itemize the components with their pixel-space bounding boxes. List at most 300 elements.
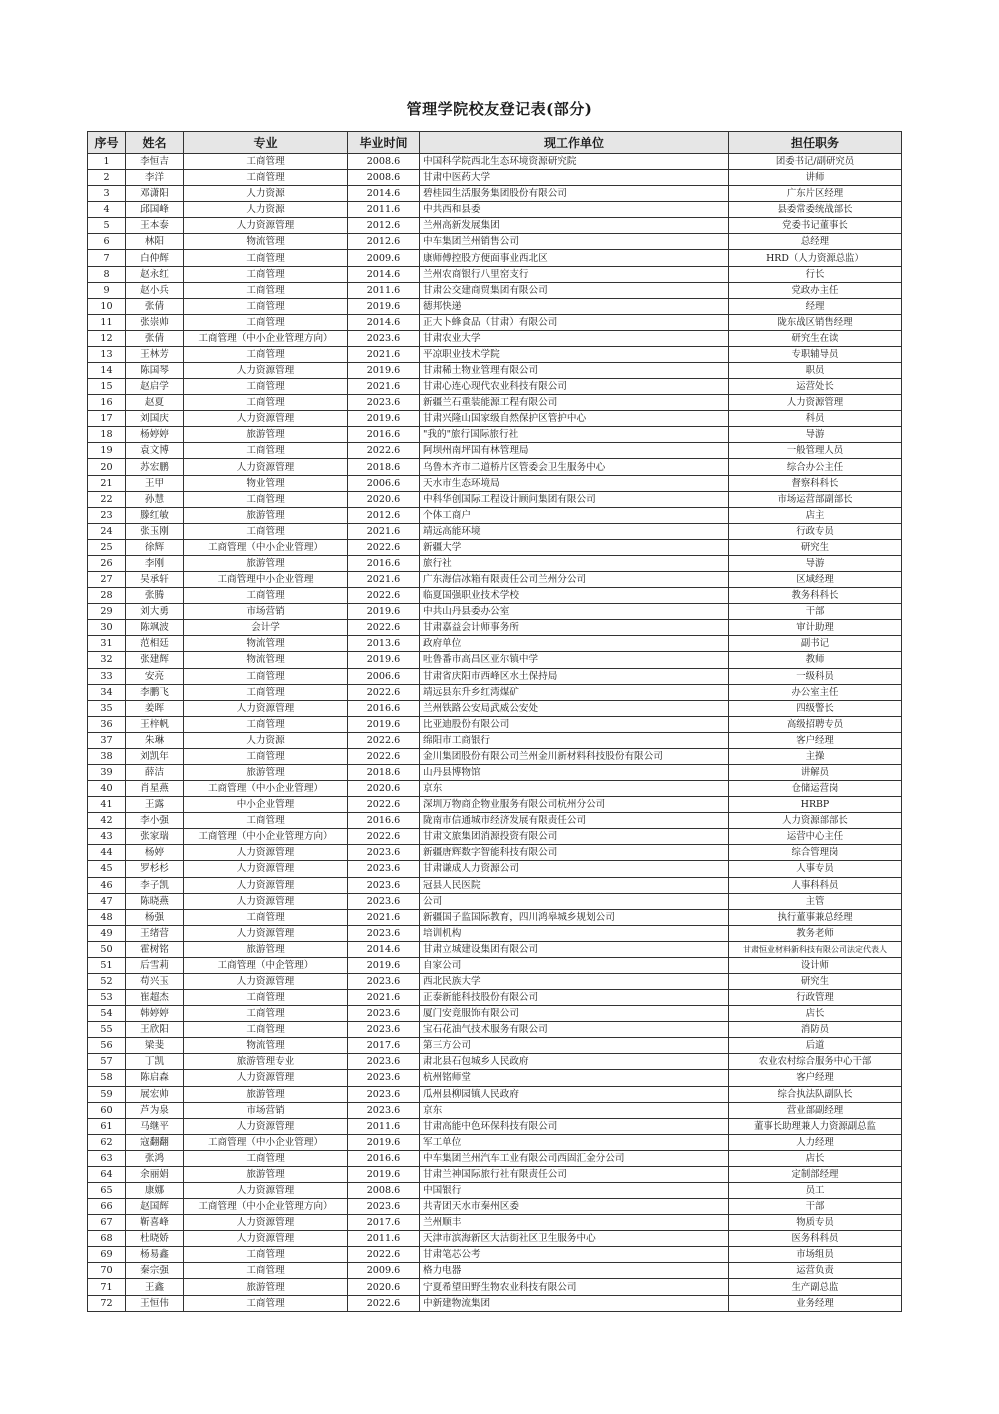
cell-index: 11	[88, 314, 126, 330]
cell-name: 滕红敏	[126, 507, 184, 523]
cell-position: 陇东战区销售经理	[729, 314, 902, 330]
cell-major: 工商管理	[184, 491, 348, 507]
table-row	[88, 700, 902, 716]
cell-name: 薛洁	[126, 764, 184, 780]
cell-name: 李恒吉	[126, 154, 184, 170]
table-row	[88, 1295, 902, 1311]
cell-major: 工商管理	[184, 314, 348, 330]
cell-name: 李子凯	[126, 877, 184, 893]
cell-major: 人力资源管理	[184, 861, 348, 877]
cell-name: 安亮	[126, 668, 184, 684]
cell-graduation: 2022.6	[348, 797, 420, 813]
table-row	[88, 395, 902, 411]
cell-major: 人力资源管理	[184, 363, 348, 379]
cell-position: 主管	[729, 893, 902, 909]
cell-employer: 甘肃谦成人力资源公司	[420, 861, 729, 877]
cell-major: 工商管理	[184, 395, 348, 411]
cell-position: 研究生在读	[729, 330, 902, 346]
cell-graduation: 2011.6	[348, 1118, 420, 1134]
cell-employer: 中国银行	[420, 1183, 729, 1199]
cell-index: 27	[88, 572, 126, 588]
cell-position: 综合管理岗	[729, 845, 902, 861]
cell-graduation: 2022.6	[348, 684, 420, 700]
cell-index: 49	[88, 925, 126, 941]
cell-major: 工商管理	[184, 1295, 348, 1311]
cell-position: 人事专员	[729, 861, 902, 877]
cell-graduation: 2023.6	[348, 925, 420, 941]
cell-position: 党委书记董事长	[729, 218, 902, 234]
cell-index: 67	[88, 1215, 126, 1231]
table-row	[88, 957, 902, 973]
cell-employer: 兰州高新发展集团	[420, 218, 729, 234]
cell-name: 刘大勇	[126, 604, 184, 620]
cell-major: 工商管理	[184, 1247, 348, 1263]
cell-index: 4	[88, 202, 126, 218]
cell-employer: 平凉职业技术学院	[420, 346, 729, 362]
cell-graduation: 2019.6	[348, 411, 420, 427]
cell-graduation: 2022.6	[348, 829, 420, 845]
cell-name: 杨易鑫	[126, 1247, 184, 1263]
cell-position: 人事科科员	[729, 877, 902, 893]
table-row	[88, 475, 902, 491]
cell-position: 后道	[729, 1038, 902, 1054]
table-row	[88, 973, 902, 989]
table-row	[88, 1263, 902, 1279]
cell-position: 运营处长	[729, 379, 902, 395]
cell-position: 教师	[729, 652, 902, 668]
cell-employer: 自家公司	[420, 957, 729, 973]
cell-position: 职员	[729, 363, 902, 379]
cell-graduation: 2020.6	[348, 491, 420, 507]
cell-major: 物流管理	[184, 652, 348, 668]
cell-index: 53	[88, 990, 126, 1006]
cell-employer: 正大卜蜂食品（甘肃）有限公司	[420, 314, 729, 330]
cell-major: 工商管理	[184, 990, 348, 1006]
cell-employer: 乌鲁木齐市二道桥片区管委会卫生服务中心	[420, 459, 729, 475]
cell-major: 工商管理（中企管理）	[184, 957, 348, 973]
cell-name: 王梓帆	[126, 716, 184, 732]
cell-index: 60	[88, 1102, 126, 1118]
cell-index: 19	[88, 443, 126, 459]
cell-major: 工商管理（中小企业管理方向）	[184, 829, 348, 845]
cell-index: 61	[88, 1118, 126, 1134]
cell-name: 展宏帅	[126, 1086, 184, 1102]
table-row	[88, 716, 902, 732]
cell-index: 32	[88, 652, 126, 668]
cell-index: 12	[88, 330, 126, 346]
cell-index: 13	[88, 346, 126, 362]
cell-major: 工商管理（中小企业管理方向）	[184, 1199, 348, 1215]
cell-graduation: 2014.6	[348, 186, 420, 202]
table-row	[88, 1279, 902, 1295]
cell-employer: 新疆国子监国际教育，四川鸿皋城乡规划公司	[420, 909, 729, 925]
cell-name: 梁斐	[126, 1038, 184, 1054]
cell-graduation: 2022.6	[348, 732, 420, 748]
cell-position: 干部	[729, 1199, 902, 1215]
cell-name: 刘国庆	[126, 411, 184, 427]
cell-major: 工商管理	[184, 1022, 348, 1038]
cell-position: 导游	[729, 555, 902, 571]
cell-position: 导游	[729, 427, 902, 443]
cell-graduation: 2019.6	[348, 652, 420, 668]
cell-employer: 京东	[420, 781, 729, 797]
cell-name: 张家瑞	[126, 829, 184, 845]
cell-position: 市场运营部副部长	[729, 491, 902, 507]
cell-name: 余丽娟	[126, 1166, 184, 1182]
cell-index: 62	[88, 1134, 126, 1150]
cell-graduation: 2009.6	[348, 1263, 420, 1279]
cell-graduation: 2021.6	[348, 523, 420, 539]
cell-name: 赵国辉	[126, 1199, 184, 1215]
cell-index: 9	[88, 282, 126, 298]
cell-employer: 金川集团股份有限公司兰州金川新材料科技股份有限公司	[420, 748, 729, 764]
cell-major: 工商管理	[184, 1263, 348, 1279]
cell-position: 消防员	[729, 1022, 902, 1038]
cell-position: HRBP	[729, 797, 902, 813]
table-row	[88, 604, 902, 620]
cell-name: 霍树铭	[126, 941, 184, 957]
cell-index: 58	[88, 1070, 126, 1086]
cell-employer: 中科华创国际工程设计顾问集团有限公司	[420, 491, 729, 507]
cell-employer: 甘肃笔芯公考	[420, 1247, 729, 1263]
cell-name: 后雪莉	[126, 957, 184, 973]
cell-position: 董事长助理兼人力资源副总监	[729, 1118, 902, 1134]
cell-index: 8	[88, 266, 126, 282]
table-row	[88, 411, 902, 427]
table-row	[88, 379, 902, 395]
table-row	[88, 170, 902, 186]
cell-index: 65	[88, 1183, 126, 1199]
cell-major: 工商管理	[184, 346, 348, 362]
cell-index: 30	[88, 620, 126, 636]
cell-name: 王恒伟	[126, 1295, 184, 1311]
table-row	[88, 346, 902, 362]
cell-name: 丁凯	[126, 1054, 184, 1070]
cell-graduation: 2023.6	[348, 1070, 420, 1086]
cell-employer: 政府单位	[420, 636, 729, 652]
cell-major: 旅游管理	[184, 1279, 348, 1295]
cell-index: 52	[88, 973, 126, 989]
cell-index: 68	[88, 1231, 126, 1247]
table-row	[88, 829, 902, 845]
cell-employer: 中车集团兰州汽车工业有限公司西固汇金分公司	[420, 1150, 729, 1166]
cell-graduation: 2008.6	[348, 170, 420, 186]
cell-index: 50	[88, 941, 126, 957]
cell-name: 李小强	[126, 813, 184, 829]
cell-name: 秦宗强	[126, 1263, 184, 1279]
cell-employer: 第三方公司	[420, 1038, 729, 1054]
header-name: 姓名	[126, 132, 184, 154]
cell-index: 43	[88, 829, 126, 845]
cell-name: 杨婷婷	[126, 427, 184, 443]
cell-graduation: 2016.6	[348, 700, 420, 716]
cell-index: 2	[88, 170, 126, 186]
cell-graduation: 2020.6	[348, 781, 420, 797]
cell-position: 运营中心主任	[729, 829, 902, 845]
cell-major: 会计学	[184, 620, 348, 636]
cell-position: 客户经理	[729, 732, 902, 748]
cell-position: 甘肃恒业材料新科技有限公司法定代表人	[729, 941, 902, 957]
cell-employer: 靖远县东升乡红湾煤矿	[420, 684, 729, 700]
cell-position: 人力资源管理	[729, 395, 902, 411]
cell-graduation: 2023.6	[348, 1054, 420, 1070]
cell-major: 工商管理	[184, 250, 348, 266]
cell-employer: 陇南市信通城市经济发展有限责任公司	[420, 813, 729, 829]
cell-employer: 吐鲁番市高昌区亚尔镇中学	[420, 652, 729, 668]
cell-major: 工商管理	[184, 588, 348, 604]
cell-employer: 甘肃兴隆山国家级自然保护区管护中心	[420, 411, 729, 427]
cell-major: 旅游管理	[184, 1086, 348, 1102]
cell-index: 5	[88, 218, 126, 234]
cell-major: 工商管理（中小企业管理）	[184, 781, 348, 797]
cell-name: 杜晓娇	[126, 1231, 184, 1247]
cell-major: 物流管理	[184, 636, 348, 652]
cell-graduation: 2019.6	[348, 1166, 420, 1182]
table-row	[88, 620, 902, 636]
cell-name: 肖星燕	[126, 781, 184, 797]
cell-graduation: 2011.6	[348, 282, 420, 298]
cell-major: 人力资源管理	[184, 459, 348, 475]
cell-graduation: 2023.6	[348, 1199, 420, 1215]
cell-major: 工商管理	[184, 170, 348, 186]
cell-index: 46	[88, 877, 126, 893]
cell-graduation: 2017.6	[348, 1215, 420, 1231]
cell-index: 56	[88, 1038, 126, 1054]
cell-name: 杨强	[126, 909, 184, 925]
cell-index: 33	[88, 668, 126, 684]
cell-position: 一般管理人员	[729, 443, 902, 459]
cell-index: 16	[88, 395, 126, 411]
cell-employer: 共青团天水市秦州区委	[420, 1199, 729, 1215]
cell-graduation: 2019.6	[348, 363, 420, 379]
cell-position: 农业农村综合服务中心干部	[729, 1054, 902, 1070]
cell-employer: 山丹县博物馆	[420, 764, 729, 780]
cell-graduation: 2022.6	[348, 588, 420, 604]
cell-graduation: 2023.6	[348, 845, 420, 861]
cell-position: 团委书记/副研究员	[729, 154, 902, 170]
cell-index: 55	[88, 1022, 126, 1038]
cell-graduation: 2022.6	[348, 748, 420, 764]
cell-position: 生产副总监	[729, 1279, 902, 1295]
cell-position: 讲师	[729, 170, 902, 186]
cell-index: 38	[88, 748, 126, 764]
cell-major: 旅游管理	[184, 941, 348, 957]
cell-employer: 个体工商户	[420, 507, 729, 523]
cell-employer: "我的"旅行国际旅行社	[420, 427, 729, 443]
cell-position: 研究生	[729, 973, 902, 989]
cell-position: 医务科科员	[729, 1231, 902, 1247]
cell-index: 48	[88, 909, 126, 925]
cell-name: 赵夏	[126, 395, 184, 411]
cell-index: 14	[88, 363, 126, 379]
cell-employer: 兰州铁路公安局武威公安处	[420, 700, 729, 716]
cell-index: 6	[88, 234, 126, 250]
cell-employer: 绵阳市工商银行	[420, 732, 729, 748]
cell-index: 35	[88, 700, 126, 716]
cell-index: 21	[88, 475, 126, 491]
cell-employer: 中共山丹县委办公室	[420, 604, 729, 620]
cell-index: 47	[88, 893, 126, 909]
cell-major: 工商管理	[184, 716, 348, 732]
cell-graduation: 2021.6	[348, 379, 420, 395]
table-row	[88, 652, 902, 668]
cell-major: 工商管理	[184, 443, 348, 459]
cell-graduation: 2023.6	[348, 395, 420, 411]
table-row	[88, 990, 902, 1006]
table-row	[88, 1231, 902, 1247]
cell-employer: 比亚迪股份有限公司	[420, 716, 729, 732]
cell-graduation: 2022.6	[348, 620, 420, 636]
cell-graduation: 2008.6	[348, 154, 420, 170]
cell-name: 王绪营	[126, 925, 184, 941]
cell-graduation: 2014.6	[348, 314, 420, 330]
table-row	[88, 1038, 902, 1054]
cell-employer: 广东海信冰箱有限责任公司兰州分公司	[420, 572, 729, 588]
cell-name: 张崇帅	[126, 314, 184, 330]
cell-employer: 甘肃兰神国际旅行社有限责任公司	[420, 1166, 729, 1182]
cell-employer: 宝石花油气技术服务有限公司	[420, 1022, 729, 1038]
table-row	[88, 250, 902, 266]
cell-employer: 甘肃高能中色环保科技有限公司	[420, 1118, 729, 1134]
table-row	[88, 732, 902, 748]
cell-graduation: 2023.6	[348, 973, 420, 989]
cell-major: 工商管理中小企业管理	[184, 572, 348, 588]
cell-employer: 肃北县石包城乡人民政府	[420, 1054, 729, 1070]
cell-employer: 正泰新能科技股份有限公司	[420, 990, 729, 1006]
cell-position: 店主	[729, 507, 902, 523]
cell-index: 40	[88, 781, 126, 797]
cell-major: 工商管理	[184, 282, 348, 298]
cell-employer: 公司	[420, 893, 729, 909]
cell-position: 定制部经理	[729, 1166, 902, 1182]
cell-employer: 康师傅控股方便面事业西北区	[420, 250, 729, 266]
table-row	[88, 1070, 902, 1086]
cell-employer: 甘肃文旅集团消源投资有限公司	[420, 829, 729, 845]
cell-name: 张倩	[126, 330, 184, 346]
cell-index: 18	[88, 427, 126, 443]
cell-index: 57	[88, 1054, 126, 1070]
table-row	[88, 1006, 902, 1022]
cell-graduation: 2013.6	[348, 636, 420, 652]
cell-name: 赵启学	[126, 379, 184, 395]
cell-graduation: 2008.6	[348, 1183, 420, 1199]
cell-major: 旅游管理	[184, 427, 348, 443]
table-row	[88, 555, 902, 571]
alumni-table	[87, 131, 902, 1312]
cell-employer: 德邦快递	[420, 298, 729, 314]
cell-major: 人力资源管理	[184, 218, 348, 234]
cell-graduation: 2014.6	[348, 266, 420, 282]
cell-name: 姜晖	[126, 700, 184, 716]
cell-major: 物流管理	[184, 1038, 348, 1054]
cell-graduation: 2022.6	[348, 1295, 420, 1311]
table-row	[88, 1102, 902, 1118]
cell-graduation: 2017.6	[348, 1038, 420, 1054]
cell-employer: 京东	[420, 1102, 729, 1118]
cell-index: 10	[88, 298, 126, 314]
cell-position: 办公室主任	[729, 684, 902, 700]
cell-major: 物业管理	[184, 475, 348, 491]
table-row	[88, 363, 902, 379]
cell-name: 陈飒波	[126, 620, 184, 636]
cell-major: 工商管理	[184, 1006, 348, 1022]
table-row	[88, 539, 902, 555]
cell-graduation: 2019.6	[348, 957, 420, 973]
cell-major: 工商管理	[184, 813, 348, 829]
cell-name: 张倩	[126, 298, 184, 314]
cell-graduation: 2022.6	[348, 1247, 420, 1263]
cell-major: 人力资源	[184, 732, 348, 748]
cell-graduation: 2018.6	[348, 459, 420, 475]
cell-graduation: 2006.6	[348, 668, 420, 684]
cell-position: 干部	[729, 604, 902, 620]
header-index: 序号	[88, 132, 126, 154]
table-row	[88, 154, 902, 170]
table-row	[88, 1118, 902, 1134]
cell-position: 经理	[729, 298, 902, 314]
cell-position: 党政办主任	[729, 282, 902, 298]
cell-major: 人力资源管理	[184, 411, 348, 427]
cell-name: 朱琳	[126, 732, 184, 748]
cell-index: 59	[88, 1086, 126, 1102]
cell-name: 赵永红	[126, 266, 184, 282]
table-row	[88, 572, 902, 588]
cell-graduation: 2019.6	[348, 716, 420, 732]
cell-graduation: 2021.6	[348, 346, 420, 362]
cell-position: HRD（人力资源总监）	[729, 250, 902, 266]
cell-graduation: 2006.6	[348, 475, 420, 491]
cell-name: 陈启森	[126, 1070, 184, 1086]
cell-position: 县委常委统战部长	[729, 202, 902, 218]
cell-position: 营业部副经理	[729, 1102, 902, 1118]
table-row	[88, 861, 902, 877]
cell-major: 人力资源管理	[184, 973, 348, 989]
table-row	[88, 298, 902, 314]
cell-index: 22	[88, 491, 126, 507]
cell-major: 人力资源管理	[184, 700, 348, 716]
cell-major: 工商管理	[184, 684, 348, 700]
cell-employer: 甘肃稀土物业管理有限公司	[420, 363, 729, 379]
cell-index: 66	[88, 1199, 126, 1215]
cell-position: 研究生	[729, 539, 902, 555]
cell-major: 人力资源管理	[184, 1070, 348, 1086]
table-row	[88, 523, 902, 539]
cell-name: 苟兴玉	[126, 973, 184, 989]
cell-graduation: 2011.6	[348, 1231, 420, 1247]
table-row	[88, 507, 902, 523]
cell-employer: 兰州顺丰	[420, 1215, 729, 1231]
cell-index: 37	[88, 732, 126, 748]
cell-employer: 新疆兰石重装能源工程有限公司	[420, 395, 729, 411]
table-row	[88, 1022, 902, 1038]
cell-name: 林阳	[126, 234, 184, 250]
cell-graduation: 2014.6	[348, 941, 420, 957]
cell-employer: 甘肃立城建设集团有限公司	[420, 941, 729, 957]
table-row	[88, 266, 902, 282]
cell-position: 员工	[729, 1183, 902, 1199]
cell-major: 市场营销	[184, 1102, 348, 1118]
cell-employer: 甘肃中医药大学	[420, 170, 729, 186]
cell-major: 旅游管理	[184, 764, 348, 780]
cell-index: 1	[88, 154, 126, 170]
cell-name: 邱国峰	[126, 202, 184, 218]
cell-name: 王露	[126, 797, 184, 813]
cell-employer: 靖远高能环境	[420, 523, 729, 539]
cell-major: 工商管理（中小企业管理）	[184, 539, 348, 555]
cell-major: 人力资源	[184, 186, 348, 202]
cell-name: 张腾	[126, 588, 184, 604]
header-position: 担任职务	[729, 132, 902, 154]
